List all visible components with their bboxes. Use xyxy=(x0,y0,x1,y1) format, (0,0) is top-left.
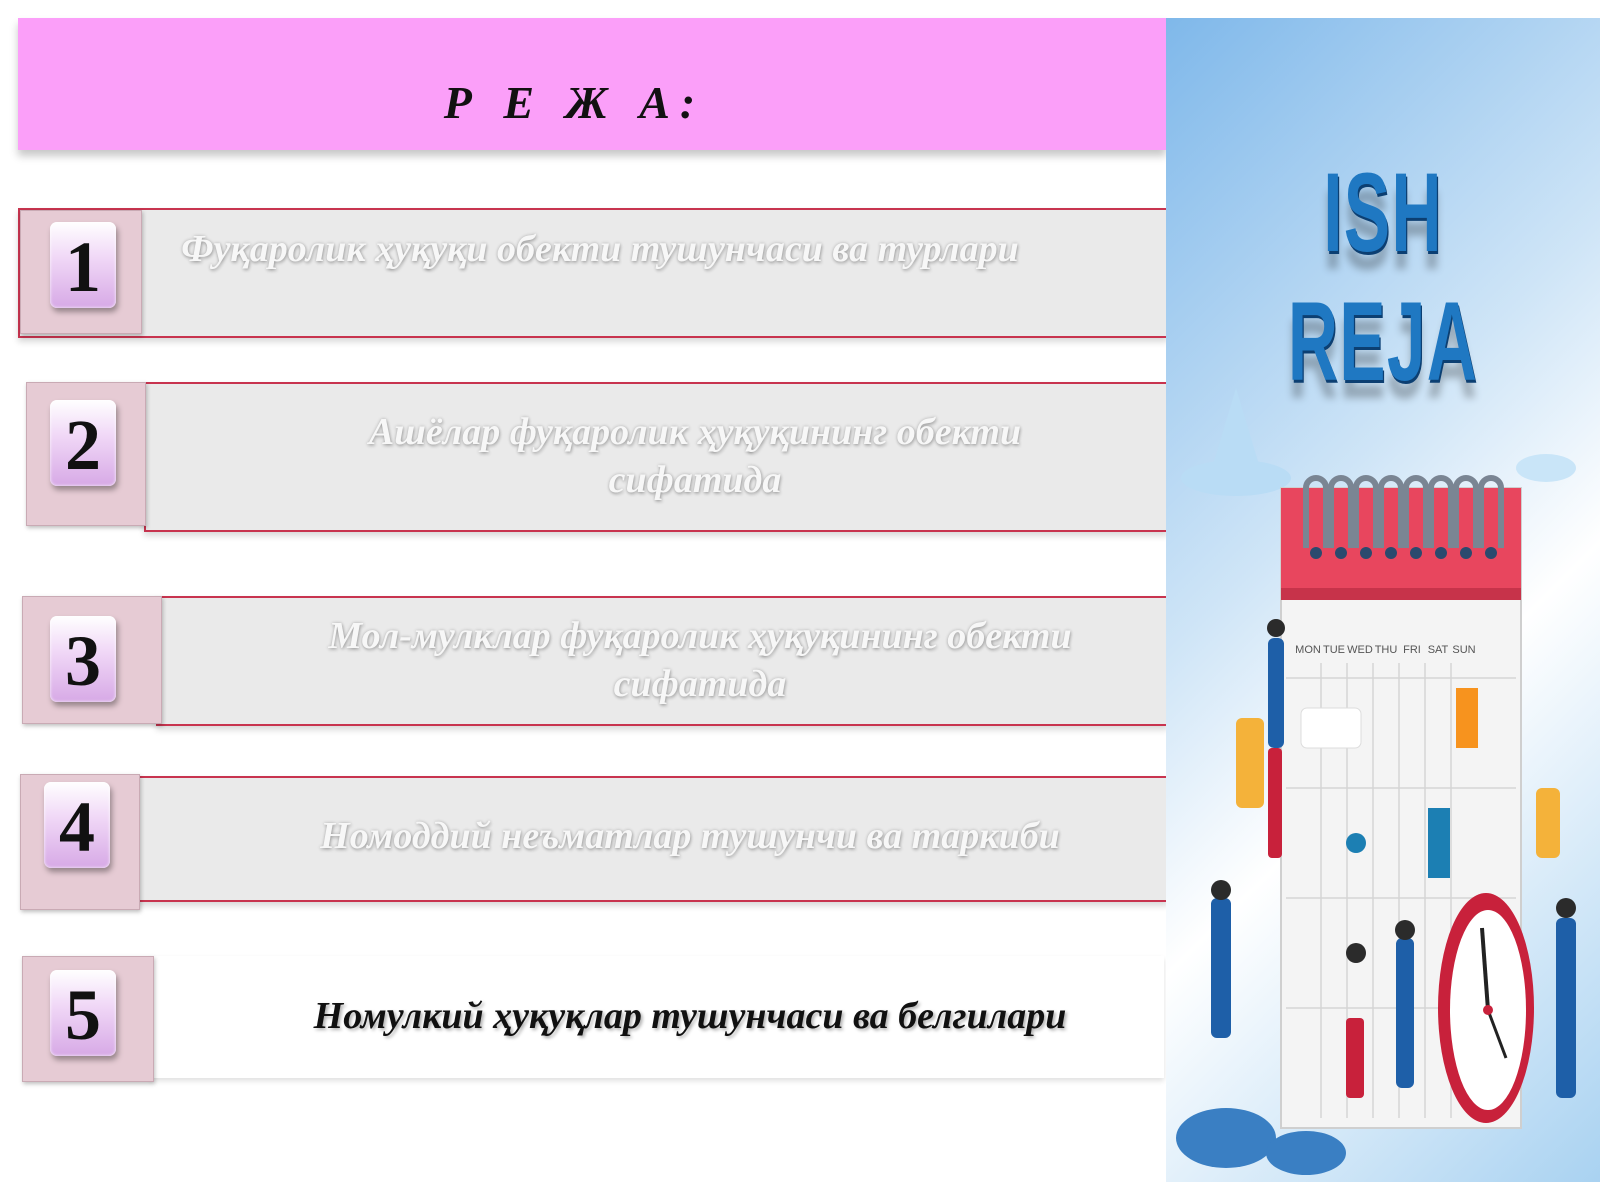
ish-reja-logo: ISH REJA xyxy=(1287,150,1479,404)
calendar-illustration xyxy=(1166,18,1600,1182)
svg-text:FRI: FRI xyxy=(1403,644,1421,656)
svg-text:MON: MON xyxy=(1295,644,1321,656)
svg-text:SUN: SUN xyxy=(1452,644,1476,656)
plan-item-4-text: Номоддий неъматлар тушунчи ва таркиби xyxy=(320,815,1060,857)
number-tile-5: 5 xyxy=(50,970,116,1056)
ish-reja-illustration xyxy=(1166,18,1600,1182)
number-tile-4: 4 xyxy=(44,782,110,868)
number-tile-2: 2 xyxy=(50,400,116,486)
plan-item-1-text: Фуқаролик ҳуқуқи обекти тушунчаси ва турлари xyxy=(181,228,1019,270)
svg-text:WED: WED xyxy=(1347,644,1373,656)
slide-title: Р Е Ж А: xyxy=(443,77,706,128)
svg-text:TUE: TUE xyxy=(1323,644,1345,656)
svg-text:SAT: SAT xyxy=(1427,644,1449,656)
number-tile-3: 3 xyxy=(50,616,116,702)
plan-item-2-text: Ашёлар фуқаролик ҳуқуқининг обекти сифатида xyxy=(368,411,1022,501)
title-bar xyxy=(18,18,1166,150)
number-tile-1: 1 xyxy=(50,222,116,308)
plan-item-3-text: Мол-мулклар фуқаролик ҳуқуқининг обекти сифатида xyxy=(328,615,1072,705)
plan-item-5-text: Номулкий ҳуқуқлар тушунчаси ва белгилари xyxy=(313,995,1067,1037)
svg-text:THU: THU xyxy=(1374,644,1398,656)
